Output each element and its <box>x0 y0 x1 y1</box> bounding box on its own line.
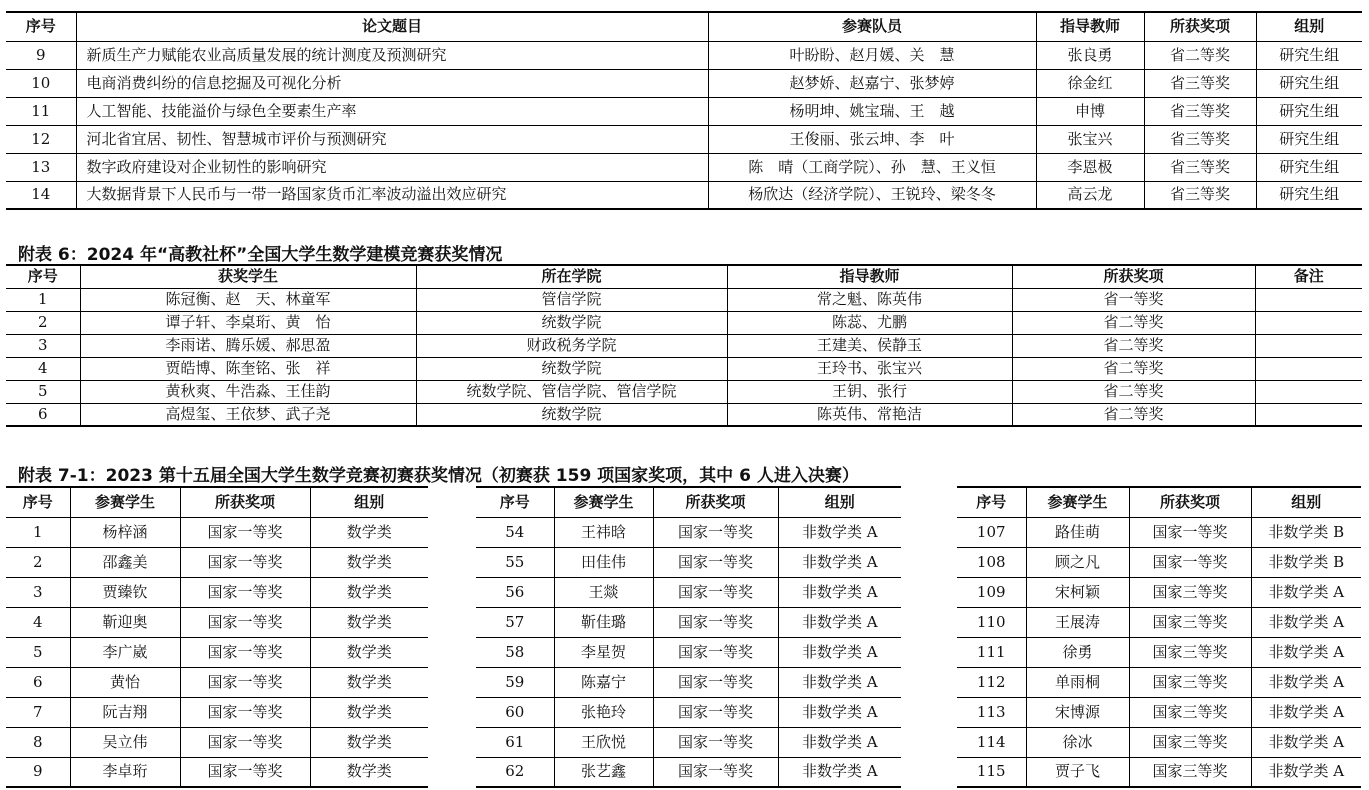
table-cell: 数学类 <box>310 667 428 697</box>
table-cell: 研究生组 <box>1256 125 1362 153</box>
table-cell: 宋柯颖 <box>1026 577 1129 607</box>
table-cell: 财政税务学院 <box>416 334 727 357</box>
table-row <box>6 517 428 547</box>
table-cell: 非数学类 A <box>1251 607 1361 637</box>
table-cell: 数学类 <box>310 757 428 787</box>
table-row <box>6 69 1362 97</box>
table-cell: 王建美、侯静玉 <box>727 334 1012 357</box>
table-cell <box>1255 311 1362 334</box>
table-cell: 数学类 <box>310 727 428 757</box>
table-row <box>476 697 901 727</box>
table-cell: 非数学类 A <box>778 757 901 787</box>
column-header: 指导教师 <box>727 265 1012 288</box>
table-cell: 王钥、张行 <box>727 380 1012 403</box>
table-row <box>476 607 901 637</box>
table-cell: 3 <box>6 334 80 357</box>
table-cell: 陈冠衡、赵 天、林童军 <box>80 288 416 311</box>
table-cell: 国家一等奖 <box>180 547 310 577</box>
table-cell: 国家一等奖 <box>180 517 310 547</box>
table-cell: 国家一等奖 <box>180 697 310 727</box>
table-row <box>6 637 428 667</box>
column-header: 参赛队员 <box>708 12 1036 41</box>
table-cell <box>1255 357 1362 380</box>
table-cell: 国家三等奖 <box>1129 757 1251 787</box>
table-cell: 3 <box>6 577 70 607</box>
table-cell: 李星贺 <box>554 637 653 667</box>
table-cell: 12 <box>6 125 76 153</box>
table-row <box>476 577 901 607</box>
table-cell: 111 <box>957 637 1026 667</box>
column-header: 获奖学生 <box>80 265 416 288</box>
table-cell: 1 <box>32 522 43 541</box>
table-row <box>957 667 1361 697</box>
table-row <box>6 577 428 607</box>
table-row <box>6 757 428 787</box>
table-cell: 徐冰 <box>1026 727 1129 757</box>
table-row <box>476 727 901 757</box>
table-cell: 8 <box>6 727 70 757</box>
table-cell: 58 <box>476 637 554 667</box>
table-cell: 统数学院 <box>416 403 727 426</box>
table-row <box>957 547 1361 577</box>
table-cell: 研究生组 <box>1256 69 1362 97</box>
table-cell: 7 <box>6 697 70 727</box>
table-cell: 非数学类 A <box>778 517 901 547</box>
table-cell: 靳迎奥 <box>70 607 180 637</box>
table-cell: 非数学类 A <box>1251 727 1361 757</box>
paper-awards-table <box>6 11 1362 210</box>
table-cell: 电商消费纠纷的信息挖掘及可视化分析 <box>76 69 708 97</box>
table-cell: 4 <box>6 357 80 380</box>
table-cell: 107 <box>976 522 1006 541</box>
table-row <box>6 403 1362 426</box>
table-cell: 贾皓博、陈奎铭、张 祥 <box>80 357 416 380</box>
table-cell: 9 <box>6 757 70 787</box>
table-cell: 人工智能、技能溢价与绿色全要素生产率 <box>76 97 708 125</box>
table-row <box>476 547 901 577</box>
table-cell: 109 <box>957 577 1026 607</box>
table-cell: 62 <box>476 757 554 787</box>
table-cell: 李雨诺、腾乐媛、郝思盈 <box>80 334 416 357</box>
table-cell: 非数学类 B <box>1251 547 1361 577</box>
table-cell: 李卓珩 <box>70 757 180 787</box>
table-header-row <box>957 487 1361 517</box>
table-cell: 国家一等奖 <box>653 667 778 697</box>
table-cell: 国家一等奖 <box>1129 547 1251 577</box>
table-cell: 国家一等奖 <box>180 757 310 787</box>
table-cell: 研究生组 <box>1256 181 1362 209</box>
table-cell: 非数学类 A <box>1251 757 1361 787</box>
table-cell: 国家三等奖 <box>1129 607 1251 637</box>
table-cell: 陈蕊、尤鹏 <box>727 311 1012 334</box>
table-caption: 附表 7-1：2023 第十五届全国大学生数学竞赛初赛获奖情况（初赛获 159 项国家奖项，其中 6 人进入决赛） <box>18 466 859 486</box>
table-cell: 114 <box>957 727 1026 757</box>
table-cell: 国家一等奖 <box>653 697 778 727</box>
table-row <box>6 667 428 697</box>
table-cell: 高煜玺、王依梦、武子尧 <box>80 403 416 426</box>
table-cell: 省二等奖 <box>1012 334 1255 357</box>
table-cell <box>1255 334 1362 357</box>
table-cell: 数字政府建设对企业韧性的影响研究 <box>76 153 708 181</box>
table-cell: 2 <box>6 547 70 577</box>
table-row <box>476 517 901 547</box>
table-cell: 省三等奖 <box>1144 97 1256 125</box>
table-cell: 108 <box>957 547 1026 577</box>
table-cell <box>1255 380 1362 403</box>
table-cell: 王玲书、张宝兴 <box>727 357 1012 380</box>
table-cell: 60 <box>476 697 554 727</box>
column-header: 所获奖项 <box>1129 487 1251 517</box>
table-row <box>957 757 1361 787</box>
table-cell: 田佳伟 <box>554 547 653 577</box>
table-cell: 4 <box>6 607 70 637</box>
table-cell: 王俊丽、张云坤、李 叶 <box>708 125 1036 153</box>
table-cell: 宋博源 <box>1026 697 1129 727</box>
table-cell: 数学类 <box>310 697 428 727</box>
table-row <box>6 311 1362 334</box>
table-cell: 省三等奖 <box>1144 153 1256 181</box>
table-row <box>957 727 1361 757</box>
table-cell: 叶盼盼、赵月媛、关 慧 <box>708 41 1036 69</box>
table-row <box>6 41 1362 69</box>
table-cell: 国家一等奖 <box>180 667 310 697</box>
table-cell: 61 <box>476 727 554 757</box>
table-cell: 省一等奖 <box>1012 288 1255 311</box>
table-row <box>6 380 1362 403</box>
table-row <box>6 607 428 637</box>
table-row <box>6 153 1362 181</box>
table-row <box>476 637 901 667</box>
table-cell: 非数学类 A <box>778 697 901 727</box>
table-row <box>6 697 428 727</box>
table-cell: 国家一等奖 <box>653 517 778 547</box>
table-row <box>957 577 1361 607</box>
table-cell: 非数学类 A <box>1251 667 1361 697</box>
table-cell: 河北省宜居、韧性、智慧城市评价与预测研究 <box>76 125 708 153</box>
column-header: 备注 <box>1255 265 1362 288</box>
table-cell: 杨明坤、姚宝瑞、王 越 <box>708 97 1036 125</box>
table-cell: 国家一等奖 <box>180 607 310 637</box>
table-row <box>6 288 1362 311</box>
table-cell: 国家三等奖 <box>1129 577 1251 607</box>
table-cell: 国家三等奖 <box>1129 637 1251 667</box>
table-cell: 徐勇 <box>1026 637 1129 667</box>
table-cell: 110 <box>957 607 1026 637</box>
table-cell: 省二等奖 <box>1012 380 1255 403</box>
column-header: 组别 <box>1256 12 1362 41</box>
table-cell: 王燚 <box>554 577 653 607</box>
table-cell: 省二等奖 <box>1012 311 1255 334</box>
modeling-contest-table <box>6 264 1362 427</box>
table-cell: 高云龙 <box>1036 181 1144 209</box>
table-cell: 数学类 <box>310 637 428 667</box>
table-row <box>6 727 428 757</box>
table-cell: 国家一等奖 <box>653 757 778 787</box>
table-cell: 张良勇 <box>1036 41 1144 69</box>
table-cell: 非数学类 A <box>778 607 901 637</box>
table-cell: 省三等奖 <box>1144 69 1256 97</box>
column-header: 指导教师 <box>1036 12 1144 41</box>
table-row <box>6 334 1362 357</box>
table-row <box>6 547 428 577</box>
column-header: 参赛学生 <box>70 487 180 517</box>
table-cell: 统数学院 <box>416 357 727 380</box>
table-cell: 陈 晴（工商学院）、孙 慧、王义恒 <box>708 153 1036 181</box>
table-cell: 国家三等奖 <box>1129 727 1251 757</box>
table-row <box>6 97 1362 125</box>
table-cell: 115 <box>957 757 1026 787</box>
table-row <box>6 125 1362 153</box>
math-contest-table-group-1 <box>6 486 428 788</box>
table-cell: 常之魁、陈英伟 <box>727 288 1012 311</box>
column-header: 所获奖项 <box>653 487 778 517</box>
table-row <box>6 357 1362 380</box>
table-cell: 国家一等奖 <box>180 577 310 607</box>
column-header: 所获奖项 <box>180 487 310 517</box>
table-cell: 研究生组 <box>1256 97 1362 125</box>
table-cell: 省三等奖 <box>1144 181 1256 209</box>
table-cell <box>1255 403 1362 426</box>
table-cell: 陈英伟、常艳洁 <box>727 403 1012 426</box>
column-header: 序号 <box>6 12 76 41</box>
table-cell: 国家三等奖 <box>1129 697 1251 727</box>
table-cell: 顾之凡 <box>1026 547 1129 577</box>
table-cell: 阮吉翔 <box>70 697 180 727</box>
table-row <box>957 697 1361 727</box>
table-cell: 国家一等奖 <box>653 577 778 607</box>
table-cell: 徐金红 <box>1036 69 1144 97</box>
table-row <box>957 607 1361 637</box>
table-cell: 杨梓涵 <box>70 517 180 547</box>
table-cell: 9 <box>35 45 46 64</box>
table-cell: 非数学类 B <box>1251 517 1361 547</box>
column-header: 序号 <box>957 487 1026 517</box>
table-cell: 省二等奖 <box>1012 403 1255 426</box>
math-contest-table-group-2 <box>476 486 901 788</box>
table-cell: 国家一等奖 <box>180 727 310 757</box>
table-cell: 57 <box>476 607 554 637</box>
table-cell: 张艺鑫 <box>554 757 653 787</box>
table-cell: 非数学类 A <box>778 637 901 667</box>
table-cell: 研究生组 <box>1256 153 1362 181</box>
table-row <box>476 667 901 697</box>
table-cell: 单雨桐 <box>1026 667 1129 697</box>
column-header: 序号 <box>6 265 80 288</box>
table-cell <box>1255 288 1362 311</box>
table-cell: 邵鑫美 <box>70 547 180 577</box>
column-header: 组别 <box>1251 487 1361 517</box>
table-cell: 统数学院 <box>416 311 727 334</box>
table-cell: 5 <box>6 637 70 667</box>
column-header: 组别 <box>778 487 901 517</box>
table-row <box>957 517 1361 547</box>
table-cell: 5 <box>6 380 80 403</box>
table-row <box>6 181 1362 209</box>
table-cell: 吴立伟 <box>70 727 180 757</box>
table-cell: 非数学类 A <box>778 547 901 577</box>
table-cell: 1 <box>37 290 48 308</box>
table-cell: 张宝兴 <box>1036 125 1144 153</box>
table-cell: 贾臻钦 <box>70 577 180 607</box>
table-cell: 2 <box>6 311 80 334</box>
table-cell: 黄秋爽、牛浩淼、王佳韵 <box>80 380 416 403</box>
table-cell: 非数学类 A <box>778 667 901 697</box>
table-cell: 统数学院、管信学院、管信学院 <box>416 380 727 403</box>
table-cell: 赵梦娇、赵嘉宁、张梦婷 <box>708 69 1036 97</box>
table-cell: 省二等奖 <box>1012 357 1255 380</box>
table-cell: 杨欣达（经济学院）、王锐玲、梁冬冬 <box>708 181 1036 209</box>
table-caption: 附表 6：2024 年“高教社杯”全国大学生数学建模竞赛获奖情况 <box>18 245 503 265</box>
column-header: 组别 <box>310 487 428 517</box>
table-cell: 国家一等奖 <box>180 637 310 667</box>
column-header: 参赛学生 <box>1026 487 1129 517</box>
column-header: 序号 <box>476 487 554 517</box>
column-header: 序号 <box>6 487 70 517</box>
table-cell: 数学类 <box>310 577 428 607</box>
table-cell: 路佳萌 <box>1026 517 1129 547</box>
table-cell: 非数学类 A <box>778 577 901 607</box>
table-cell: 省二等奖 <box>1144 41 1256 69</box>
table-cell: 11 <box>6 97 76 125</box>
table-row <box>957 637 1361 667</box>
table-cell: 数学类 <box>310 607 428 637</box>
table-cell: 申博 <box>1036 97 1144 125</box>
table-cell: 陈嘉宁 <box>554 667 653 697</box>
table-cell: 国家三等奖 <box>1129 667 1251 697</box>
column-header: 所在学院 <box>416 265 727 288</box>
table-cell: 王展涛 <box>1026 607 1129 637</box>
table-cell: 非数学类 A <box>778 727 901 757</box>
table-cell: 国家一等奖 <box>653 637 778 667</box>
table-cell: 56 <box>476 577 554 607</box>
table-cell: 国家一等奖 <box>653 727 778 757</box>
table-cell: 国家一等奖 <box>653 607 778 637</box>
table-cell: 14 <box>6 181 76 209</box>
table-cell: 国家一等奖 <box>653 547 778 577</box>
column-header: 参赛学生 <box>554 487 653 517</box>
table-cell: 李广崴 <box>70 637 180 667</box>
column-header: 所获奖项 <box>1012 265 1255 288</box>
table-cell: 新质生产力赋能农业高质量发展的统计测度及预测研究 <box>76 41 708 69</box>
table-cell: 王祎晗 <box>554 517 653 547</box>
table-header-row <box>6 12 1362 41</box>
table-cell: 非数学类 A <box>1251 697 1361 727</box>
column-header: 论文题目 <box>76 12 708 41</box>
column-header: 所获奖项 <box>1144 12 1256 41</box>
table-cell: 113 <box>957 697 1026 727</box>
table-cell: 非数学类 A <box>1251 637 1361 667</box>
table-cell: 张艳玲 <box>554 697 653 727</box>
table-cell: 6 <box>6 403 80 426</box>
table-header-row <box>6 265 1362 288</box>
table-cell: 非数学类 A <box>1251 577 1361 607</box>
table-cell: 10 <box>6 69 76 97</box>
table-cell: 省三等奖 <box>1144 125 1256 153</box>
table-cell: 6 <box>6 667 70 697</box>
table-cell: 55 <box>476 547 554 577</box>
table-cell: 数学类 <box>310 547 428 577</box>
table-cell: 贾子飞 <box>1026 757 1129 787</box>
table-cell: 研究生组 <box>1256 41 1362 69</box>
table-header-row <box>476 487 901 517</box>
table-cell: 管信学院 <box>416 288 727 311</box>
table-row <box>476 757 901 787</box>
table-cell: 54 <box>505 522 525 541</box>
table-cell: 李恩极 <box>1036 153 1144 181</box>
table-cell: 黄怡 <box>70 667 180 697</box>
table-cell: 大数据背景下人民币与一带一路国家货币汇率波动溢出效应研究 <box>76 181 708 209</box>
table-cell: 112 <box>957 667 1026 697</box>
math-contest-table-group-3 <box>957 486 1361 788</box>
table-cell: 国家一等奖 <box>1129 517 1251 547</box>
table-cell: 59 <box>476 667 554 697</box>
table-cell: 靳佳璐 <box>554 607 653 637</box>
table-header-row <box>6 487 428 517</box>
table-cell: 谭子轩、李桌珩、黄 怡 <box>80 311 416 334</box>
table-cell: 王欣悦 <box>554 727 653 757</box>
table-cell: 13 <box>6 153 76 181</box>
table-cell: 数学类 <box>310 517 428 547</box>
